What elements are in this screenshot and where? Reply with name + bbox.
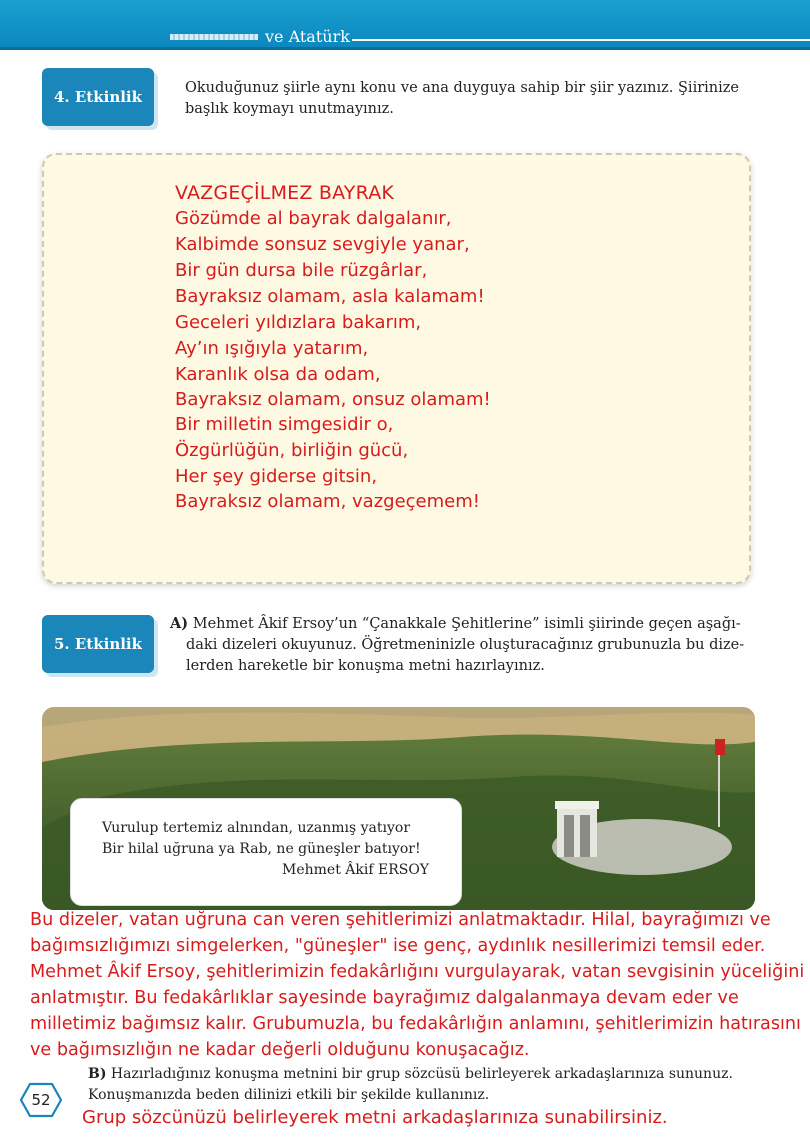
activity-4-instruction-line1: Okuduğunuz şiirle aynı konu ve ana duyguya sahip bir şiir yazınız. Şiirinize — [185, 80, 739, 96]
poem-line: Karanlık olsa da odam, — [175, 364, 381, 385]
part-b-text-end: uz. — [712, 1066, 733, 1082]
answer-line: bağımsızlığımızı simgelerken, "güneşler" ise genç, aydınlık nesillerimizi temsil eder. — [30, 936, 766, 956]
poem-line: Özgürlüğün, birliğin gücü, — [175, 440, 409, 461]
poem-line: Bir gün dursa bile rüzgârlar, — [175, 260, 428, 281]
header-faded-text — [170, 34, 258, 40]
header-title: ve Atatürk — [265, 27, 350, 46]
poem-line: Her şey giderse gitsin, — [175, 466, 378, 487]
page-number: 52 — [31, 1091, 51, 1109]
page-header — [0, 0, 810, 50]
poem-line: Geceleri yıldızlara bakarım, — [175, 312, 422, 333]
answer-line: milletimiz bağımsız kalır. Grubumuzla, bu fedakârlığın anlamını, şehitlerimizin hatırasını — [30, 1014, 801, 1034]
part-a-label: A) — [170, 615, 189, 632]
activity-4-instruction-line2: başlık koymayı unutmayınız. — [185, 101, 394, 117]
quote-author: Mehmet Âkif ERSOY — [282, 862, 430, 878]
quote-line-2: Bir hilal uğruna ya Rab, ne güneşler batıyor! — [102, 841, 421, 857]
part-b-line2: Konuşmanızda beden dilinizi etkili bir şekilde kullanınız. — [88, 1087, 490, 1103]
header-bottom-line — [0, 47, 810, 50]
final-answer: Grup sözcünüzü belirleyerek metni arkadaşlarınıza sunabilirsiniz. — [82, 1107, 668, 1128]
activity-5-part-a-line2: daki dizeleri okuyunuz. Öğretmeninizle oluşturacağınız grubunuzla bu dize- — [186, 637, 745, 653]
answer-line: Bu dizeler, vatan uğruna can veren şehitlerimizi anlatmaktadır. Hilal, bayrağımızı ve — [30, 910, 771, 930]
poem-title: VAZGEÇİLMEZ BAYRAK — [175, 182, 395, 204]
activity-5-part-a-line3: lerden hareketle bir konuşma metni hazırlayınız. — [186, 658, 545, 674]
poem-line: Kalbimde sonsuz sevgiyle yanar, — [175, 234, 470, 255]
part-b-line1 — [88, 1066, 733, 1082]
part-b-text: Hazırladığınız konuşma metnini bir grup sözcüsü belirleyerek arkadaşlarınıza sunun — [110, 1066, 713, 1082]
activity-5-badge: 5. Etkinlik — [42, 615, 154, 673]
poem-line: Bayraksız olamam, vazgeçemem! — [175, 491, 480, 512]
answer-line: ve bağımsızlığın ne kadar değerli olduğunu konuşacağız. — [30, 1040, 530, 1060]
part-a-text: Mehmet Âkif Ersoy’un “Çanakkale Şehitlerine” isimli şiirinde geçen aşağı- — [192, 616, 741, 632]
quote-line-1: Vurulup tertemiz alnından, uzanmış yatıyor — [102, 820, 411, 836]
poem-line: Ay’ın ışığıyla yatarım, — [175, 338, 369, 359]
page-number-badge — [19, 1082, 63, 1118]
answer-line: Mehmet Âkif Ersoy, şehitlerimizin fedakârlığını vurgulayarak, vatan sevgisinin yüceliğini — [30, 962, 805, 982]
activity-4-badge: 4. Etkinlik — [42, 68, 154, 126]
poem-line: Bir milletin simgesidir o, — [175, 414, 394, 435]
answer-line: anlatmıştır. Bu fedakârlıklar sayesinde bayrağımız dalgalanmaya devam eder ve — [30, 988, 739, 1008]
part-b-label: B) — [88, 1066, 107, 1082]
header-rule — [352, 39, 810, 41]
poem-line: Bayraksız olamam, onsuz olamam! — [175, 389, 491, 410]
poem-line: Gözümde al bayrak dalgalanır, — [175, 208, 452, 229]
poem-line: Bayraksız olamam, asla kalamam! — [175, 286, 485, 307]
activity-5-part-a-line1 — [170, 614, 741, 634]
